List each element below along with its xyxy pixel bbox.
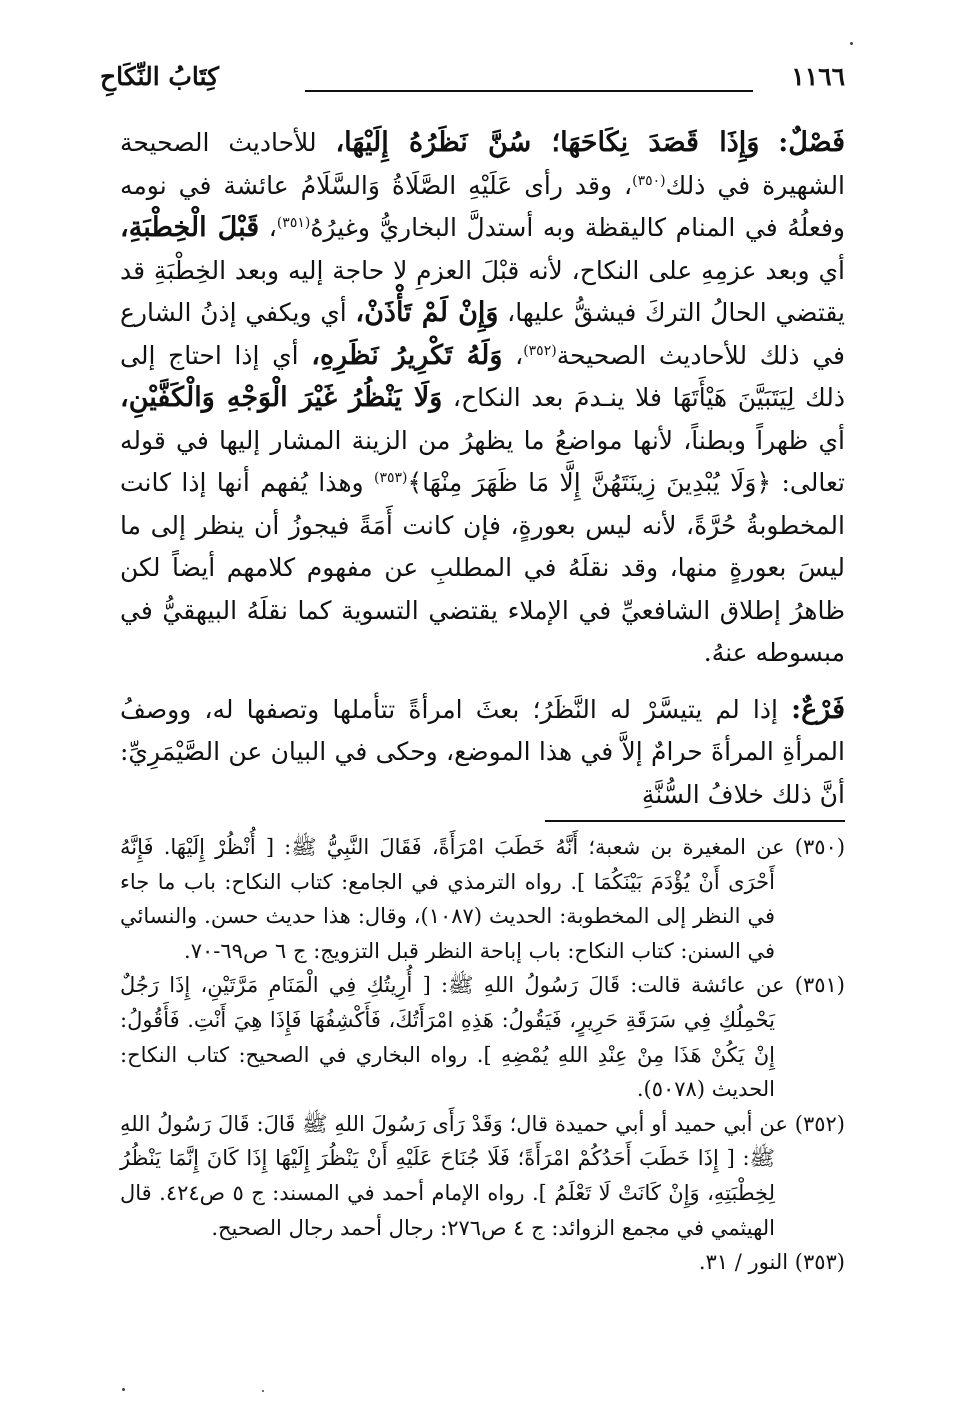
commentary-text: أي ظهراً وبطناً، لأنها مواضعُ ما يظهرُ من الزينة المشار إليها في قوله تعالى: [120, 425, 845, 497]
book-title: كِتَابُ النِّكَاحِ [100, 62, 219, 91]
footnote-353 [120, 1245, 845, 1280]
commentary-text: أي وبعد عزمِهِ على النكاح، لأنه قبْلَ العزمِ لا حاجة إليه وبعد الخِطْبَةِ قد يقتضي الحالُ التركَ فيشقُّ عليها، [120, 255, 845, 327]
header-rule [305, 90, 753, 92]
footnote-350 [120, 830, 845, 968]
commentary-text: أي ويكفي إذنُ الشارع في ذلك للأحاديث الصحيحة [120, 298, 845, 370]
footnote-text: عن المغيرة بن شعبة؛ أَنَّهُ خَطَبَ امْرَأَةً، فَقَالَ النَّبِيُّ ﷺ: [ أُنْظُرْ إِلَيْهَا. فَإِنَّهُ أَحْرَى أَنْ يُؤْدَمَ بَيْنَكُمَا ]. رواه الترمذي في الجامع: كتاب النكاح: باب ما جاء في النظر إلى المخطوبة: الحديث (١٠٨٧)، وقال: هذا حديث حسن. والنسائي في السنن: كتاب النكاح: باب إباحة النظر قبل التزويج: ج ٦ ص٦٩-٧٠. [120, 835, 785, 963]
commentary-text: أي إذا احتاج إلى ذلك لِيَتَبَيَّنَ هَيْأَتَهَا فلا ينـدمَ بعد النكاح، [120, 340, 845, 412]
footnote-number: (٣٥٠) [794, 835, 846, 859]
footnote-ref-353[interactable]: (٣٥٣) [374, 470, 408, 486]
footnote-text: عن أبي حميد أو أبي حميدة قال؛ وَقَدْ رَأَى رَسُولَ اللهِ ﷺ قَالَ: قَالَ رَسُولُ اللهِ ﷺ: [ إِذَا خَطَبَ أَحَدُكُمْ امْرَأَةً؛ فَلَا جُنَاحَ عَلَيْهِ أَنْ يَنْظُرَ إِلَيْهَا إِذَا كَانَ إِنَّمَا يَنْظُرُ لِخِطْبَتِهِ، وَإِنْ كَانَتْ لَا تَعْلَمُ ]. رواه الإمام أحمد في المسند: ج ٥ ص٤٢٤. قال الهيثمي في مجمع الزوائد: ج ٤ ص٢٧٦: رجال أحمد رجال الصحيح. [120, 1111, 788, 1240]
footnotes [120, 830, 845, 1280]
matn-text: وَإِذَا قَصَدَ نِكَاحَهَا؛ سُنَّ نَظَرُهُ إِلَيْهَا، [335, 127, 760, 158]
footnote-number: (٣٥٣) [794, 1250, 845, 1275]
matn-text: وَلَهُ تَكْرِيرُ نَظَرِهِ، [311, 339, 503, 371]
commentary-text: للأحاديث الصحيحة الشهيرة في ذلك [120, 128, 846, 200]
footnote-text: عن عائشة قالت: قَالَ رَسُولُ اللهِ ﷺ: [ أُرِيتُكِ فِي الْمَنَامِ مَرَّتَيْنِ، إِذَا رَجُلٌ يَحْمِلُكِ فِي سَرَقَةِ حَرِيرٍ، فَيَقُولُ: هَذِهِ امْرَأَتُكَ، فَأَكْشِفُهَا فَإِذَا هِيَ أَنْتِ. فَأَقُولُ: إِنْ يَكُنْ هَذَا مِنْ عِنْدِ اللهِ يُمْضِهِ ]. رواه البخاري في الصحيح: كتاب النكاح: الحديث (٥٠٧٨). [120, 973, 785, 1102]
footnote-ref-352[interactable]: (٣٥٢) [523, 342, 557, 359]
commentary-text: ، وقد رأى عَلَيْهِ الصَّلَاةُ وَالسَّلَامُ عائشة في نومه وفعلُهُ في المنام كاليقظة وبه أستدلَّ البخاريُّ وغيرُهُ [120, 170, 845, 242]
footnote-number: (٣٥١) [794, 973, 845, 998]
main-text [120, 122, 845, 816]
scan-speck [262, 1390, 264, 1392]
section-label: فَصْلٌ: [778, 127, 845, 158]
matn-text: وَإِنْ لَمْ تَأْذَنْ، [355, 297, 499, 328]
footnote-ref-350[interactable]: (٣٥٠) [632, 172, 666, 189]
section-paragraph [120, 122, 845, 675]
footnote-351 [120, 968, 845, 1106]
running-header [100, 62, 845, 102]
quran-quote: ﴿وَلَا يُبْدِينَ زِينَتَهُنَّ إِلَّا مَا ظَهَرَ مِنْهَا﴾ [407, 468, 772, 497]
footnote-text: النور / ٣١. [698, 1250, 789, 1275]
matn-text: وَلَا يَنْظُرُ غَيْرَ الْوَجْهِ وَالْكَفَّيْنِ، [120, 382, 443, 413]
scan-speck [122, 1388, 125, 1391]
footnote-number: (٣٥٢) [794, 1111, 845, 1136]
scan-speck [850, 42, 853, 45]
commentary-text: وهذا يُفهم أنها إذا كانت المخطوبةُ حُرَّةً، لأنه ليس بعورةٍ، فإن كانت أَمَةً فيجوزُ أن ينظر إلى ما ليسَ بعورةٍ منها، وقد نقلَهُ في المطلبِ عن مفهوم كلامهم أيضاً لكن ظاهرُ إطلاق الشافعيِّ في الإملاء يقتضي التسوية كما نقلَهُ البيهقيُّ في مبسوطه عنهُ. [120, 468, 845, 667]
branch-paragraph [120, 689, 845, 817]
footnote-352 [120, 1107, 845, 1245]
branch-label: فَرْعٌ: [791, 693, 845, 725]
footnote-ref-351[interactable]: (٣٥١) [276, 215, 311, 231]
matn-text: قَبْلَ الْخِطْبَةِ، [120, 212, 260, 243]
page-number: ١١٦٦ [791, 62, 845, 91]
branch-text: إذا لم يتيسَّرْ له النَّظَرُ؛ بعثَ امرأةً تتأملها وتصفها له، ووصفُ المرأةِ المرأةَ حرامٌ إلاَّ في هذا الموضع، وحكى في البيان عن الصَّيْمَرِيِّ: أنَّ ذلك خلافُ السُّنَّةِ [120, 694, 845, 809]
footnote-separator [545, 820, 845, 822]
commentary-text: ، [268, 213, 277, 242]
commentary-text: ، [515, 340, 524, 370]
